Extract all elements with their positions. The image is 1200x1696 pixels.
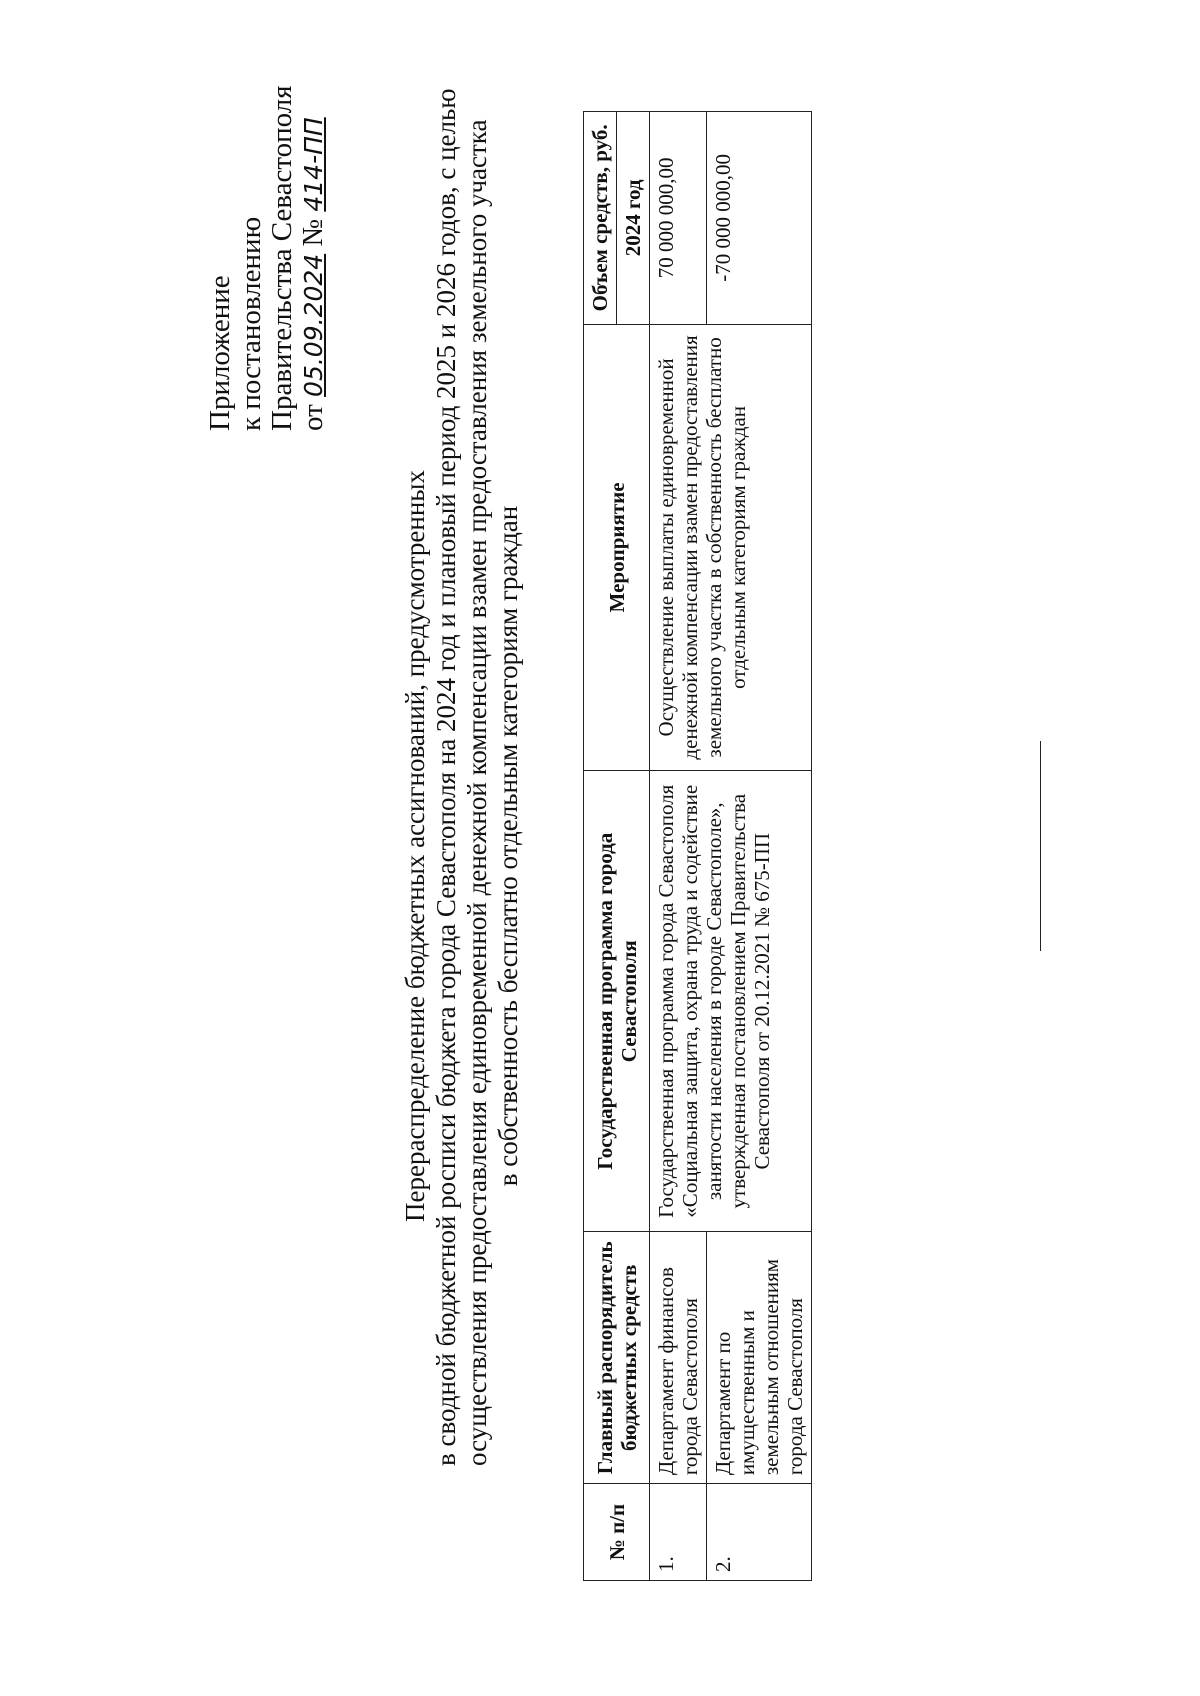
title-line-1: Перераспределение бюджетных ассигнований, предусмотренных xyxy=(400,470,430,1222)
title-line-4: в собственность бесплатно отдельным категориям граждан xyxy=(493,505,523,1187)
row-1-amount: 70 000 000,00 xyxy=(650,112,707,325)
to-resolution-label: к постановлению xyxy=(235,216,267,431)
title-line-3: осуществления предоставления единовременной денежной компенсации взамен предоставления земельного участка xyxy=(462,119,492,1466)
activity-cell: Осуществление выплаты единовременной денежной компенсации взамен предоставления земельного участка в собственность бесплатно отдельным категориям граждан xyxy=(650,324,812,770)
date-number-line xyxy=(298,31,329,431)
number-prefix: № xyxy=(297,218,329,247)
title-line-2: в сводной бюджетной росписи бюджета города Севастополя на 2024 год и плановый период 2025 и 2026 годов, с целью xyxy=(431,88,461,1466)
end-divider xyxy=(1040,741,1041,951)
program-cell: Государственная программа города Севастополя «Социальная защита, охрана труда и содействие занятости населения в городе Севастополе», утвержденная постановлением Правительства Севастополя от 20.12.2021 № 675-ПП xyxy=(650,771,812,1232)
header-grbs: Главный распорядитель бюджетных средств xyxy=(584,1232,650,1484)
header-activity: Мероприятие xyxy=(584,324,650,770)
reallocation-table xyxy=(583,111,812,1581)
table-row xyxy=(650,112,707,1581)
document-title xyxy=(400,88,524,1466)
resolution-number: 414-ПП xyxy=(299,117,328,212)
header-program: Государственная программа города Севастополя xyxy=(584,771,650,1232)
header-num: № п/п xyxy=(584,1484,650,1581)
row-2-grbs: Департамент по имущественным и земельным отношениям города Севастополя xyxy=(707,1232,812,1484)
appendix-header xyxy=(205,31,329,431)
row-1-num: 1. xyxy=(650,1484,707,1581)
row-1-grbs: Департамент финансов города Севастополя xyxy=(650,1232,707,1484)
row-2-amount: -70 000 000,00 xyxy=(707,112,812,325)
appendix-label: Приложение xyxy=(204,275,236,431)
header-year: 2024 год xyxy=(617,112,650,325)
resolution-date: 05.09.2024 xyxy=(299,253,328,397)
table-header-row xyxy=(584,112,617,1581)
row-2-num: 2. xyxy=(707,1484,812,1581)
header-amount: Объем средств, руб. xyxy=(584,112,617,325)
date-prefix: от xyxy=(297,404,329,431)
government-label: Правительства Севастополя xyxy=(266,85,298,431)
